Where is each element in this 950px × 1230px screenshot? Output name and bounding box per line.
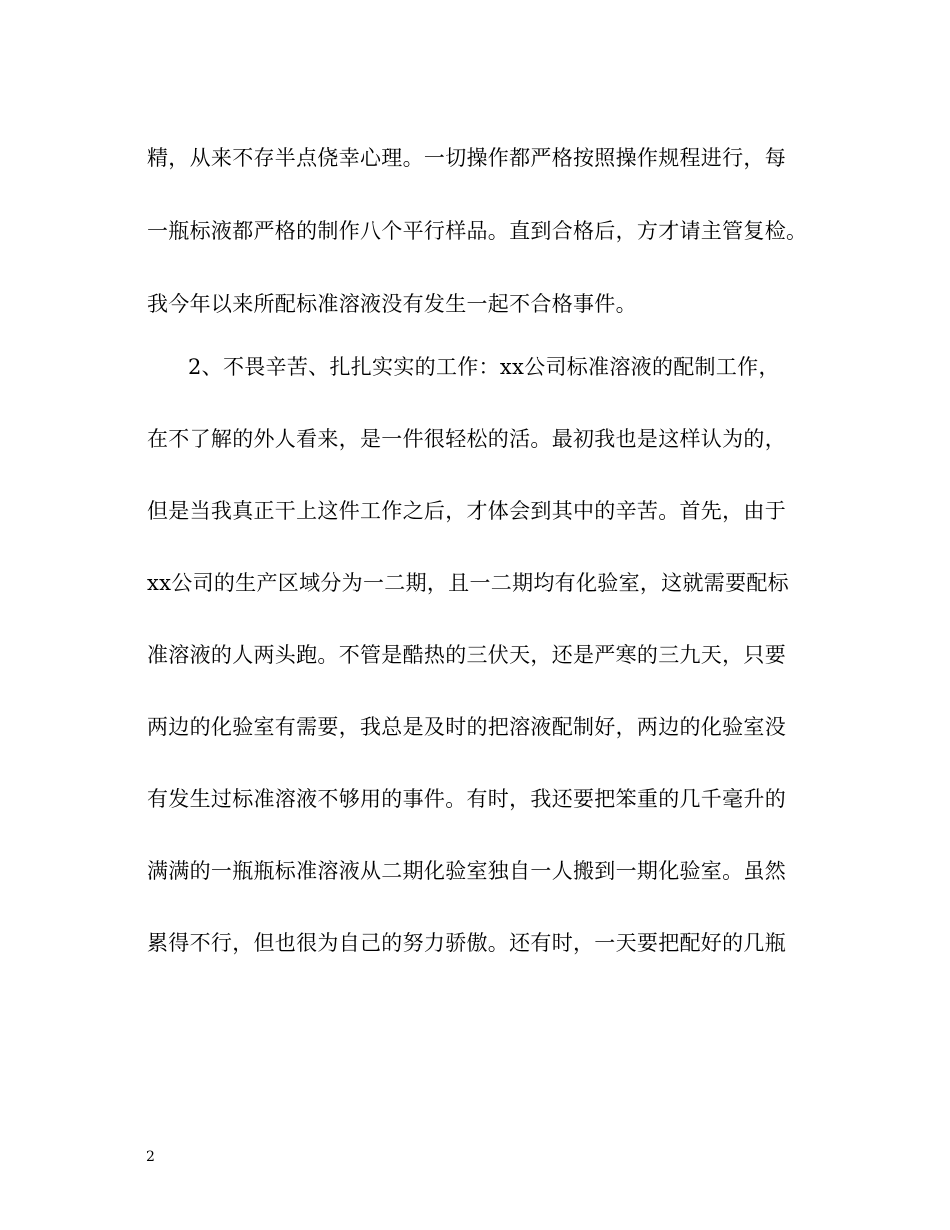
paragraph-line: 满满的一瓶瓶标准溶液从二期化验室独自一人搬到一期化验室。虽然 xyxy=(147,859,786,883)
paragraph-line: 两边的化验室有需要，我总是及时的把溶液配制好，两边的化验室没 xyxy=(147,715,786,739)
paragraph-line: xx公司的生产区域分为一二期，且一二期均有化验室，这就需要配标 xyxy=(147,571,789,595)
paragraph-line: 一瓶标液都严格的制作八个平行样品。直到合格后，方才请主管复检。 xyxy=(147,219,808,243)
paragraph-line: 我今年以来所配标准溶液没有发生一起不合格事件。 xyxy=(147,292,637,316)
page-number: 2 xyxy=(146,1149,155,1165)
paragraph-line: 准溶液的人两头跑。不管是酷热的三伏天，还是严寒的三九天，只要 xyxy=(147,643,786,667)
paragraph-line: 累得不行，但也很为自己的努力骄傲。还有时，一天要把配好的几瓶 xyxy=(147,931,786,955)
paragraph-line: 但是当我真正干上这件工作之后，才体会到其中的辛苦。首先，由于 xyxy=(147,499,786,523)
paragraph-line: 在不了解的外人看来，是一件很轻松的活。最初我也是这样认为的， xyxy=(147,427,786,451)
paragraph-line: 2、不畏辛苦、扎扎实实的工作：xx公司标准溶液的配制工作， xyxy=(188,355,780,379)
paragraph-line: 有发生过标准溶液不够用的事件。有时，我还要把笨重的几千毫升的 xyxy=(147,787,786,811)
paragraph-line: 精，从来不存半点侥幸心理。一切操作都严格按照操作规程进行，每 xyxy=(147,146,786,170)
